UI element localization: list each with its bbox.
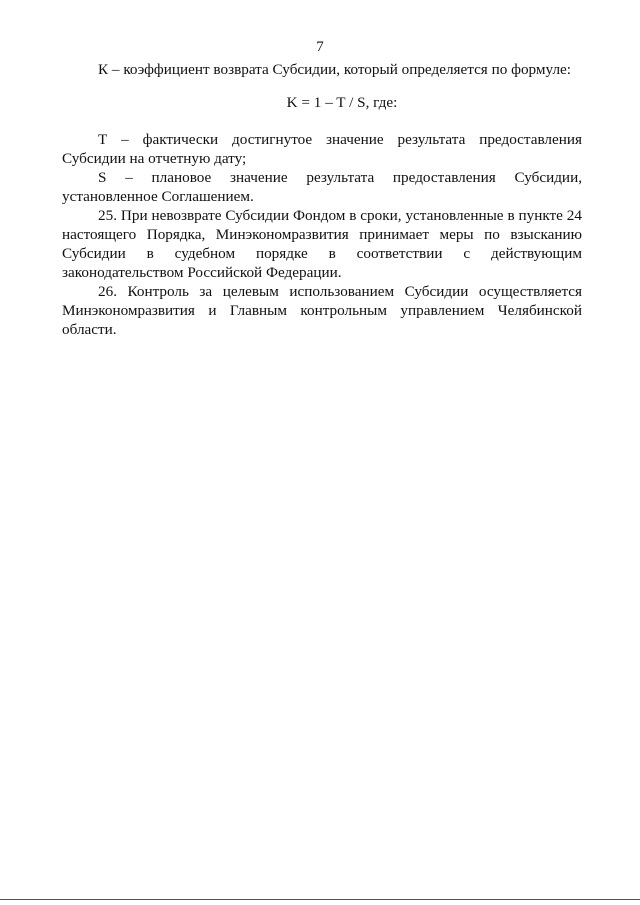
definition-s: S – плановое значение результата предоставления Субсидии, установленное Соглашением. xyxy=(62,169,582,205)
page-number: 7 xyxy=(316,39,324,55)
formula: K = 1 – T / S, где: xyxy=(286,94,398,111)
bottom-divider xyxy=(0,899,640,900)
document-body xyxy=(62,60,582,339)
definition-t: Т – фактически достигнутое значение результата предоставления Субсидии на отчетную дату; xyxy=(62,131,582,167)
clause-26: 26. Контроль за целевым использованием Субсидии осуществляется Минэкономразвития и Главным контрольным управлением Челябинской области. xyxy=(62,283,582,338)
clause-25: 25. При невозврате Субсидии Фондом в сроки, установленные в пункте 24 настоящего Порядка, Минэкономразвития принимает меры по взысканию Субсидии в судебном порядке в соответствии с действующим законодательством Российской Федерации. xyxy=(62,207,582,281)
intro-paragraph: К – коэффициент возврата Субсидии, который определяется по формуле: xyxy=(98,61,571,78)
